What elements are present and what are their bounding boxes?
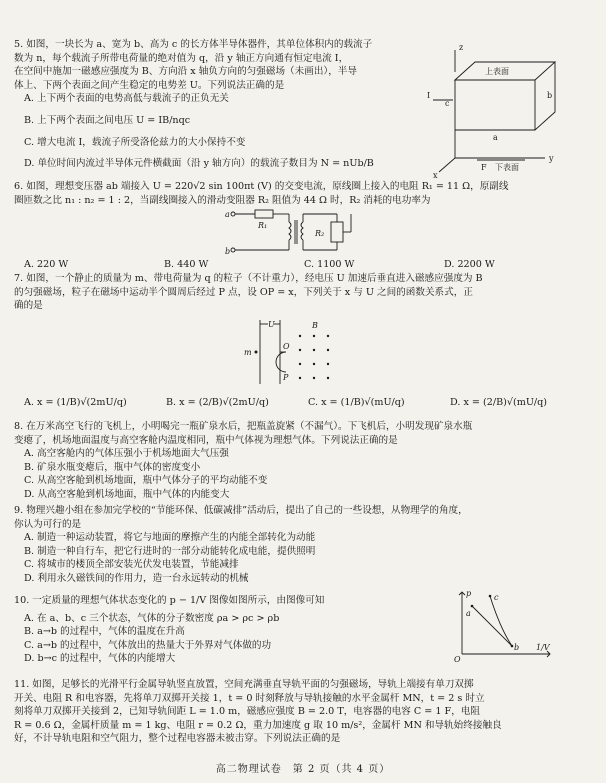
q11-line: 开关、电阻 R 和电容器，先将单刀双掷开关接 1，t = 0 时刻释放与导轨接触的水平金属杆 MN，t = 2 s 时立 — [14, 692, 485, 704]
q5-option-c: C. 增大电流 I，载流子所受洛伦兹力的大小保持不变 — [24, 136, 246, 148]
q5-line: 数为 n，每个载流子所带电荷量的绝对值为 q，沿 y 轴正方向通有恒定电流 I， — [14, 52, 349, 64]
q7-line: 的匀强磁场，粒子在磁场中运动半个圆周后经过 P 点，设 OP = x，下列关于 x 与 U 之间的函数关系式，正 — [14, 286, 473, 298]
question-8 — [14, 420, 594, 502]
q6-option-c: C. 1100 W — [304, 259, 355, 270]
q5-fig-label-a: a — [493, 133, 498, 142]
q7-fig-label-u: U — [268, 320, 275, 329]
question-7 — [14, 272, 594, 313]
q6-line: 6. 如图，理想变压器 ab 端接入 U = 220√2 sin 100πt (V) 的交变电流，原线圈上接入的电阻 R₁ = 11 Ω，原副线 — [14, 181, 509, 192]
q6-fig-label-b: b — [225, 247, 231, 256]
q8-option-d: D. 从高空客舱到机场地面，瓶中气体的内能变大 — [24, 489, 230, 501]
q5-fig-label-bottom: 下表面 — [495, 163, 519, 172]
q7-option-b: B. x = (2/B)√(2mU/q) — [166, 397, 269, 408]
q10-fig-label-x: 1/V — [536, 643, 550, 652]
q5-line: 5. 如图，一块长为 a、宽为 b、高为 c 的长方体半导体器件，其单位体积内的载流子 — [14, 39, 373, 50]
q5-option-d: D. 单位时间内流过半导体元件横截面（沿 y 轴方向）的载流子数目为 N = nUb/B — [24, 158, 374, 170]
q5-fig-label-f: F — [481, 163, 487, 172]
q5-line: 在空间中施加一磁感应强度为 B、方向沿 x 轴负方向的匀强磁场（未画出），半导 — [14, 66, 357, 78]
question-6 — [14, 180, 594, 207]
q5-fig-label-x: x — [433, 171, 438, 180]
q10-figure-graph — [450, 588, 560, 664]
q10-fig-label-o: O — [454, 655, 461, 664]
q7-option-a: A. x = (1/B)√(2mU/q) — [24, 397, 127, 408]
q6-fig-label-r2: R₂ — [315, 229, 325, 238]
q8-option-c: C. 从高空客舱到机场地面，瓶中气体分子的平均动能不变 — [24, 475, 268, 487]
q7-option-d: D. x = (2/B)√(mU/q) — [450, 397, 548, 408]
q5-fig-label-i: I — [427, 91, 431, 100]
q9-option-b: B. 制造一种自行车，把它行进时的一部分动能转化成电能，提供照明 — [24, 545, 316, 557]
question-9 — [14, 504, 594, 586]
q6-fig-label-r1: R₁ — [258, 221, 268, 230]
q5-fig-label-top: 上表面 — [485, 67, 509, 76]
q6-options — [14, 258, 584, 272]
q9-line: 你认为可行的是 — [14, 518, 82, 530]
q6-line: 圈匝数之比 n₁ : n₂ = 1 : 2，当副线圈接入的滑动变阻器 R₂ 阻值为 44 Ω 时，R₂ 消耗的电功率为 — [14, 194, 431, 206]
q6-figure-circuit — [225, 208, 375, 260]
q6-option-b: B. 440 W — [164, 259, 209, 270]
page-footer: 高二物理试卷 第 2 页（共 4 页） — [215, 764, 391, 775]
q8-option-b: B. 矿泉水瓶变瘪后，瓶中气体的密度变小 — [24, 461, 201, 473]
q10-option-b: B. a→b 的过程中，气体的温度在升高 — [24, 626, 185, 638]
q10-line: 10. 一定质量的理想气体状态变化的 p − 1/V 图像如图所示，由图像可知 — [14, 595, 325, 606]
q10-fig-label-b: b — [514, 643, 520, 652]
q11-line: 好，不计导轨电阻和空气阻力，整个过程电容器未被击穿。下列说法正确的是 — [14, 733, 341, 745]
q5-fig-label-z: z — [459, 43, 464, 52]
q5-fig-label-c: c — [445, 99, 450, 108]
q8-option-a: A. 高空客舱内的气体压强小于机场地面大气压强 — [24, 448, 229, 460]
q7-option-c: C. x = (1/B)√(mU/q) — [308, 397, 405, 408]
q5-fig-label-y: y — [549, 154, 554, 163]
q7-line: 确的是 — [14, 300, 43, 312]
q5-option-a: A. 上下两个表面的电势高低与载流子的正负无关 — [24, 93, 229, 105]
q10-option-a: A. 在 a、b、c 三个状态，气体的分子数密度 ρa > ρc > ρb — [24, 612, 280, 624]
q7-field-dots — [255, 335, 330, 379]
question-11 — [14, 678, 594, 746]
q7-options — [14, 396, 594, 410]
q8-line: 变瘪了，机场地面温度与高空客舱内温度相同，瓶中气体视为理想气体。下列说法正确的是 — [14, 434, 398, 446]
q9-option-d: D. 利用永久磁铁间的作用力，造一台永远转动的机械 — [24, 573, 249, 585]
q8-line: 8. 在万米高空飞行的飞机上，小明喝完一瓶矿泉水后，把瓶盖旋紧（不漏气）。下飞机后，小明发现矿泉水瓶 — [14, 421, 473, 432]
q11-line: 刻将单刀双掷开关接到 2，已知导轨间距 L = 1.0 m，磁感应强度 B = 2.0 T，电容器的电容 C = 1 F，电阻 — [14, 706, 480, 718]
q6-option-a: A. 220 W — [24, 259, 69, 270]
q5-fig-label-b: b — [547, 91, 553, 100]
q10-fig-label-c: c — [494, 593, 499, 602]
q6-option-d: D. 2200 W — [444, 259, 495, 270]
q7-fig-label-o: O — [283, 342, 290, 351]
question-5 — [14, 38, 434, 171]
q11-line: R = 0.6 Ω，金属杆质量 m = 1 kg、电阻 r = 0.2 Ω，重力加速度 g 取 10 m/s²，金属杆 MN 和导轨始终接触良 — [14, 719, 502, 731]
q5-option-b: B. 上下两个表面之间电压 U = IB/nqc — [24, 115, 191, 127]
q10-option-d: D. b→c 的过程中，气体的内能增大 — [24, 653, 176, 665]
q7-fig-label-b: B — [312, 321, 318, 330]
q11-line: 11. 如图，足够长的光滑平行金属导轨竖直放置，空间充满垂直导轨平面的匀强磁场，导轨上端接有单刀双掷 — [14, 679, 474, 690]
q7-line: 7. 如图，一个静止的质量为 m、带电荷量为 q 的粒子（不计重力），经电压 U 加速后垂直进入磁感应强度为 B — [14, 273, 483, 284]
q7-fig-label-p: P — [283, 373, 289, 382]
q10-fig-label-p: p — [466, 589, 472, 598]
question-10 — [14, 594, 454, 666]
q10-option-c: C. a→b 的过程中，气体放出的热量大于外界对气体做的功 — [24, 639, 272, 651]
q7-fig-label-m: m — [244, 348, 252, 357]
q9-option-a: A. 制造一种运动装置，将它与地面的摩擦产生的内能全部转化为动能 — [24, 532, 316, 544]
q6-fig-label-a: a — [225, 210, 230, 219]
q10-fig-label-a: a — [466, 609, 471, 618]
q7-figure-field — [240, 318, 350, 388]
q5-line: 体上、下两个表面之间产生稳定的电势差 U。下列说法正确的是 — [14, 79, 285, 91]
q9-line: 9. 物理兴趣小组在参加完学校的“节能环保、低碳减排”活动后，提出了自己的一些设想，从物理学的角度， — [14, 505, 468, 516]
q9-option-c: C. 将城市的楼顶全部安装光伏发电装置，节能减排 — [24, 559, 239, 571]
q5-figure-box — [425, 40, 575, 180]
